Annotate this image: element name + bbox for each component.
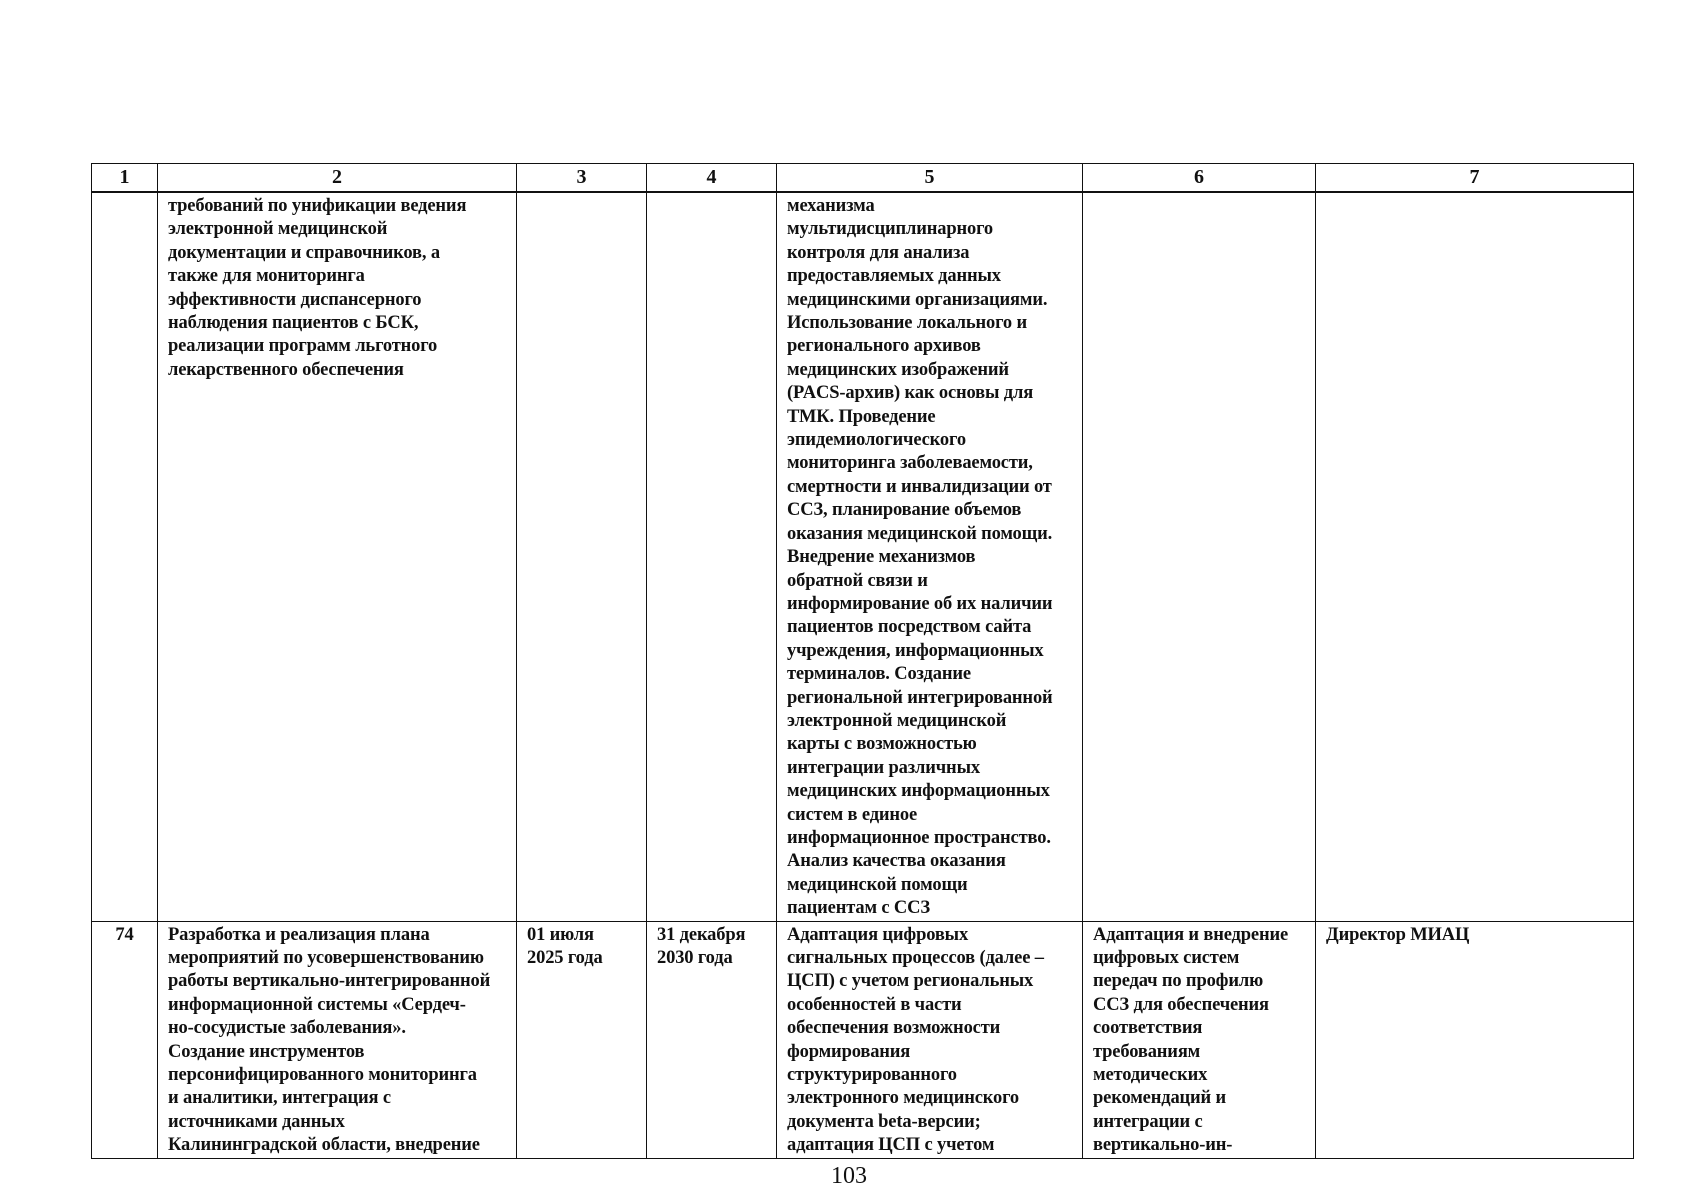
table-cell-col3 [517, 921, 647, 1158]
cell-text-line: учреждения, информационных [787, 640, 1044, 661]
cell-text-line: интеграции с [1093, 1111, 1203, 1132]
cell-text-line: Создание инструментов [168, 1041, 365, 1062]
cell-text-line: мониторинга заболеваемости, [787, 453, 1033, 474]
cell-text-line: и аналитики, интеграция с [168, 1088, 391, 1109]
cell-text-line: документации и справочников, а [168, 242, 440, 263]
table-cell-col7 [1316, 192, 1634, 921]
cell-text-line: региональной интегрированной [787, 687, 1053, 708]
cell-text-line: Директор МИАЦ [1326, 924, 1470, 945]
cell-text-line: электронной медицинской [168, 219, 388, 240]
table-cell-col4 [647, 921, 777, 1158]
cell-text-line: систем в единое [787, 804, 918, 825]
cell-text-line: интеграции различных [787, 757, 980, 778]
column-number: 4 [647, 164, 777, 193]
cell-text-line: контроля для анализа [787, 242, 970, 263]
cell-text-line: мероприятий по усовершенствованию [168, 948, 484, 968]
cell-text-line: цифровых систем [1093, 948, 1240, 968]
cell-text-line: ССЗ, планирование объемов [787, 500, 1022, 521]
cell-text-line: работы вертикально-интегрированной [168, 971, 491, 992]
cell-text-line: электронного медицинского [787, 1088, 1020, 1109]
cell-text-line: регионального архивов [787, 336, 981, 357]
cell-text-line: адаптация ЦСП с учетом [787, 1135, 995, 1156]
table-cell-col2 [158, 921, 517, 1158]
cell-text-line: Калининградской области, внедрение [168, 1135, 480, 1156]
cell-text-line: формирования [787, 1041, 911, 1062]
cell-text-line: медицинскими организациями. [787, 289, 1048, 310]
cell-text-line: требованиям [1093, 1041, 1201, 1062]
cell-text-line: ЦСП) с учетом региональных [787, 971, 1034, 992]
table-row [92, 192, 1634, 921]
column-number: 5 [777, 164, 1083, 193]
cell-text-line: мультидисциплинарного [787, 219, 993, 240]
cell-text-line: лекарственного обеспечения [168, 359, 404, 380]
cell-text-line: пациентов посредством сайта [787, 617, 1032, 638]
cell-text-line: информационной системы «Сердеч- [168, 994, 466, 1015]
cell-text-line: Внедрение механизмов [787, 547, 976, 568]
cell-text-line: обратной связи и [787, 570, 928, 591]
cell-text-line: (PACS-архив) как основы для [787, 383, 1034, 404]
cell-text-line: медицинской помощи [787, 874, 968, 895]
cell-text-line: особенностей в части [787, 994, 962, 1015]
cell-text-line: требований по унификации ведения [168, 196, 467, 216]
cell-text-line: информационное пространство. [787, 827, 1051, 848]
table-cell-col4 [647, 192, 777, 921]
table-cell-col5 [777, 192, 1083, 921]
cell-text-line: 2025 года [527, 948, 603, 968]
page-number: 103 [831, 1163, 867, 1189]
cell-text-line: источниками данных [168, 1111, 345, 1132]
cell-text-line: передач по профилю [1093, 971, 1264, 992]
cell-text-line: 01 июля [527, 924, 594, 945]
table-cell-col1 [92, 192, 158, 921]
cell-text-line: механизма [787, 196, 875, 216]
cell-text-line: структурированного [787, 1065, 957, 1086]
cell-text-line: пациентам с ССЗ [787, 898, 930, 919]
cell-text-line: наблюдения пациентов с БСК, [168, 313, 419, 334]
cell-text-line: медицинских информационных [787, 781, 1050, 802]
cell-text-line: также для мониторинга [168, 266, 365, 287]
cell-text-line: документа beta-версии; [787, 1111, 981, 1132]
cell-text-line: рекомендаций и [1093, 1088, 1227, 1109]
cell-text-line: методических [1093, 1065, 1208, 1086]
cell-text-line: смертности и инвалидизации от [787, 476, 1052, 497]
cell-text-line: эффективности диспансерного [168, 289, 422, 310]
cell-text-line: 2030 года [657, 948, 733, 968]
cell-text-line: обеспечения возможности [787, 1018, 1001, 1039]
table-cell-col6 [1083, 921, 1316, 1158]
table-cell-col6 [1083, 192, 1316, 921]
cell-text-line: электронной медицинской [787, 710, 1007, 731]
cell-text-line: эпидемиологического [787, 430, 966, 451]
cell-text-line: ССЗ для обеспечения [1093, 994, 1269, 1015]
column-number-row [92, 164, 1634, 193]
table-row [92, 921, 1634, 1158]
cell-text-line: Адаптация цифровых [787, 924, 969, 945]
table-cell-col7 [1316, 921, 1634, 1158]
plan-table [91, 163, 1634, 1159]
cell-text-line: сигнальных процессов (далее – [787, 948, 1044, 968]
column-number: 7 [1316, 164, 1634, 193]
cell-text-line: 31 декабря [657, 924, 746, 945]
column-number: 2 [158, 164, 517, 193]
cell-text-line: медицинских изображений [787, 359, 1009, 380]
cell-text-line: Разработка и реализация плана [168, 924, 430, 945]
cell-text-line: оказания медицинской помощи. [787, 523, 1053, 544]
cell-text-line: 74 [115, 924, 134, 945]
column-number: 1 [92, 164, 158, 193]
cell-text-line: ТМК. Проведение [787, 406, 936, 427]
table-cell-col5 [777, 921, 1083, 1158]
cell-text-line: вертикально-ин- [1093, 1135, 1233, 1156]
table-cell-col3 [517, 192, 647, 921]
cell-text-line: но-сосудистые заболевания». [168, 1018, 406, 1039]
cell-text-line: реализации программ льготного [168, 336, 438, 357]
table-cell-col1 [92, 921, 158, 1158]
cell-text-line: Анализ качества оказания [787, 851, 1006, 872]
column-number: 3 [517, 164, 647, 193]
cell-text-line: предоставляемых данных [787, 266, 1001, 287]
table-cell-col2 [158, 192, 517, 921]
cell-text-line: персонифицированного мониторинга [168, 1065, 477, 1086]
cell-text-line: соответствия [1093, 1018, 1203, 1039]
column-number: 6 [1083, 164, 1316, 193]
cell-text-line: Адаптация и внедрение [1093, 924, 1289, 945]
cell-text-line: терминалов. Создание [787, 664, 971, 685]
cell-text-line: карты с возможностью [787, 734, 977, 755]
cell-text-line: информирование об их наличии [787, 593, 1053, 614]
cell-text-line: Использование локального и [787, 313, 1028, 334]
